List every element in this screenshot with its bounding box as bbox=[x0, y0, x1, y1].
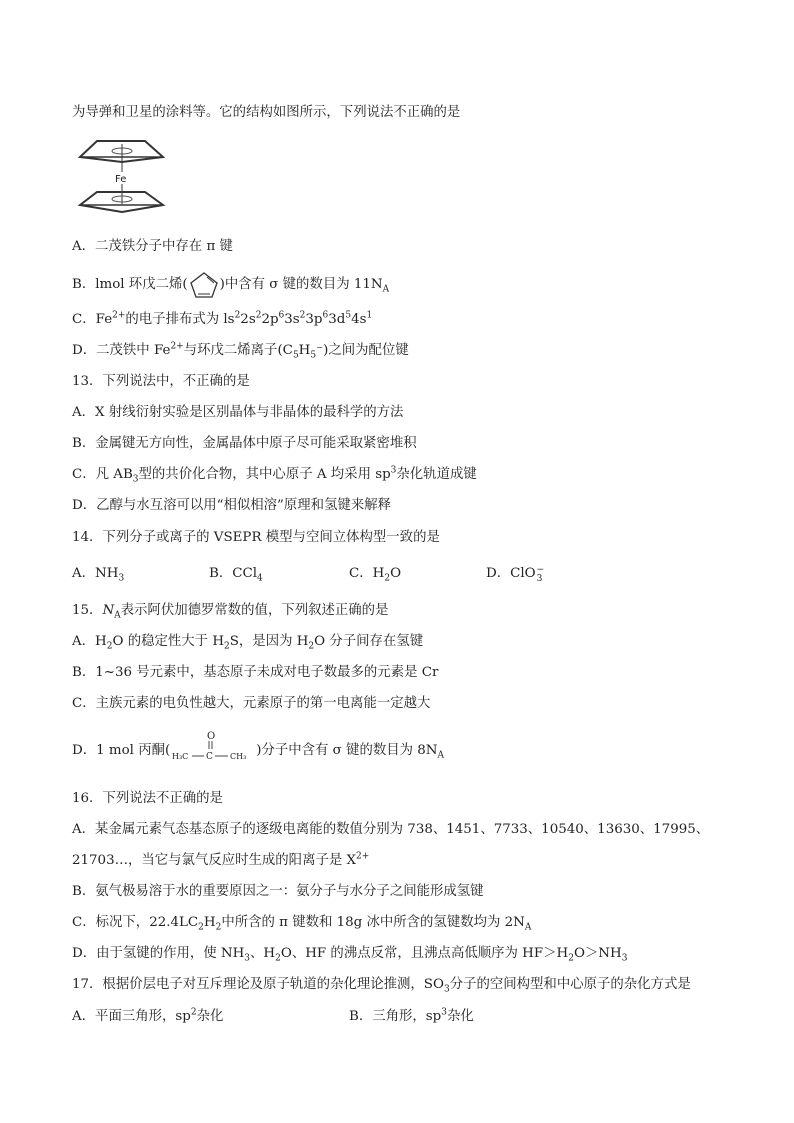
q15-option-d: D．1 mol 丙酮( O H₃C C CH₃ )分子中含有 σ 键的数目为 $8N_A$ bbox=[72, 730, 444, 762]
cyclopentadiene-icon bbox=[188, 270, 220, 300]
q12-option-c: C．$Fe^{2+}$的电子排布式为 $ls^22s^22p^63s^23p^63d^54s^1$ bbox=[72, 310, 373, 327]
q13-option-a: A．X 射线衍射实验是区别晶体与非晶体的最科学的方法 bbox=[72, 405, 404, 420]
q15-stem: 15．$N_A$表示阿伏加德罗常数的值，下列叙述正确的是 bbox=[72, 603, 389, 621]
q17-option-a: A．平面三角形，$sp^2$杂化 bbox=[72, 1007, 224, 1024]
q16-option-a-line2: 21703…，当它与氯气反应时生成的阳离子是 $X^{2+}$ bbox=[72, 851, 370, 868]
q17-option-b: B．三角形，$sp^3$杂化 bbox=[349, 1007, 474, 1024]
ferrocene-structure-icon bbox=[72, 132, 172, 220]
acetone-structure-icon bbox=[170, 729, 256, 763]
q16-option-a-line1: A．某金属元素气态基态原子的逐级电离能的数值分别为 738、1451、7733、10540、13630、17995、 bbox=[72, 822, 710, 837]
svg-text:H₃C: H₃C bbox=[172, 751, 189, 761]
svg-text:O: O bbox=[207, 730, 216, 742]
q14-option-b: B．CCl$_4$ bbox=[209, 566, 263, 584]
q12-option-d: D．二茂铁中 $Fe^{2+}$与环戊二烯离子$(C_5H_5^-)$之间为配位键 bbox=[72, 341, 409, 361]
svg-text:CH₃: CH₃ bbox=[230, 751, 247, 761]
q13-stem: 13．下列说法中，不正确的是 bbox=[72, 374, 250, 389]
q15-option-a: A．$H_2O$ 的稳定性大于 $H_2S$，是因为 $H_2O$ 分子间存在氢键 bbox=[72, 634, 424, 652]
svg-text:C: C bbox=[206, 751, 214, 762]
q13-option-c: C．凡 $AB_3$型的共价化合物，其中心原子 A 均采用 $sp^3$杂化轨道成键 bbox=[72, 465, 477, 485]
q13-option-d: D．乙醇与水互溶可以用“相似相溶”原理和氢键来解释 bbox=[72, 498, 392, 513]
q14-stem: 14．下列分子或离子的 VSEPR 模型与空间立体构型一致的是 bbox=[72, 530, 440, 545]
q14-option-c: C．$H_2O$ bbox=[349, 566, 402, 584]
q16-option-b: B．氨气极易溶于水的重要原因之一：氨分子与水分子之间能形成氢键 bbox=[72, 884, 484, 899]
q12-option-a: A．二茂铁分子中存在 π 键 bbox=[72, 239, 233, 254]
q15-option-b: B．1~36 号元素中，基态原子未成对电子数最多的元素是 Cr bbox=[72, 665, 439, 680]
q16-option-d: D．由于氢键的作用，使 $NH_3$、$H_2O$、HF 的沸点反常，且沸点高低顺序为 $HF>H_2O>NH_3$ bbox=[72, 946, 628, 964]
intro-text: 为导弹和卫星的涂料等。它的结构如图所示，下列说法不正确的是 bbox=[72, 105, 461, 120]
q13-option-b: B．金属键无方向性，金属晶体中原子尽可能采取紧密堆积 bbox=[72, 436, 417, 451]
q16-stem: 16．下列说法不正确的是 bbox=[72, 791, 223, 806]
q15-option-c: C．主族元素的电负性越大，元素原子的第一电离能一定越大 bbox=[72, 696, 431, 711]
q14-option-a: A．$NH_3$ bbox=[72, 566, 125, 584]
q17-stem: 17．根据价层电子对互斥理论及原子轨道的杂化理论推测，$SO_3$分子的空间构型和中心原子的杂化方式是 bbox=[72, 977, 691, 995]
q12-option-b: B．lmol 环戊二烯( )中含有 σ 键的数目为 $11N_A$ bbox=[72, 276, 389, 294]
q14-option-d: D．ClO − 3 bbox=[486, 565, 545, 584]
q16-option-c: C．标况下，$22.4LC_2H_2$中所含的 π 键数和 18g 冰中所含的氢键数均为 $2N_A$ bbox=[72, 915, 532, 933]
fe-label: Fe bbox=[115, 174, 127, 185]
